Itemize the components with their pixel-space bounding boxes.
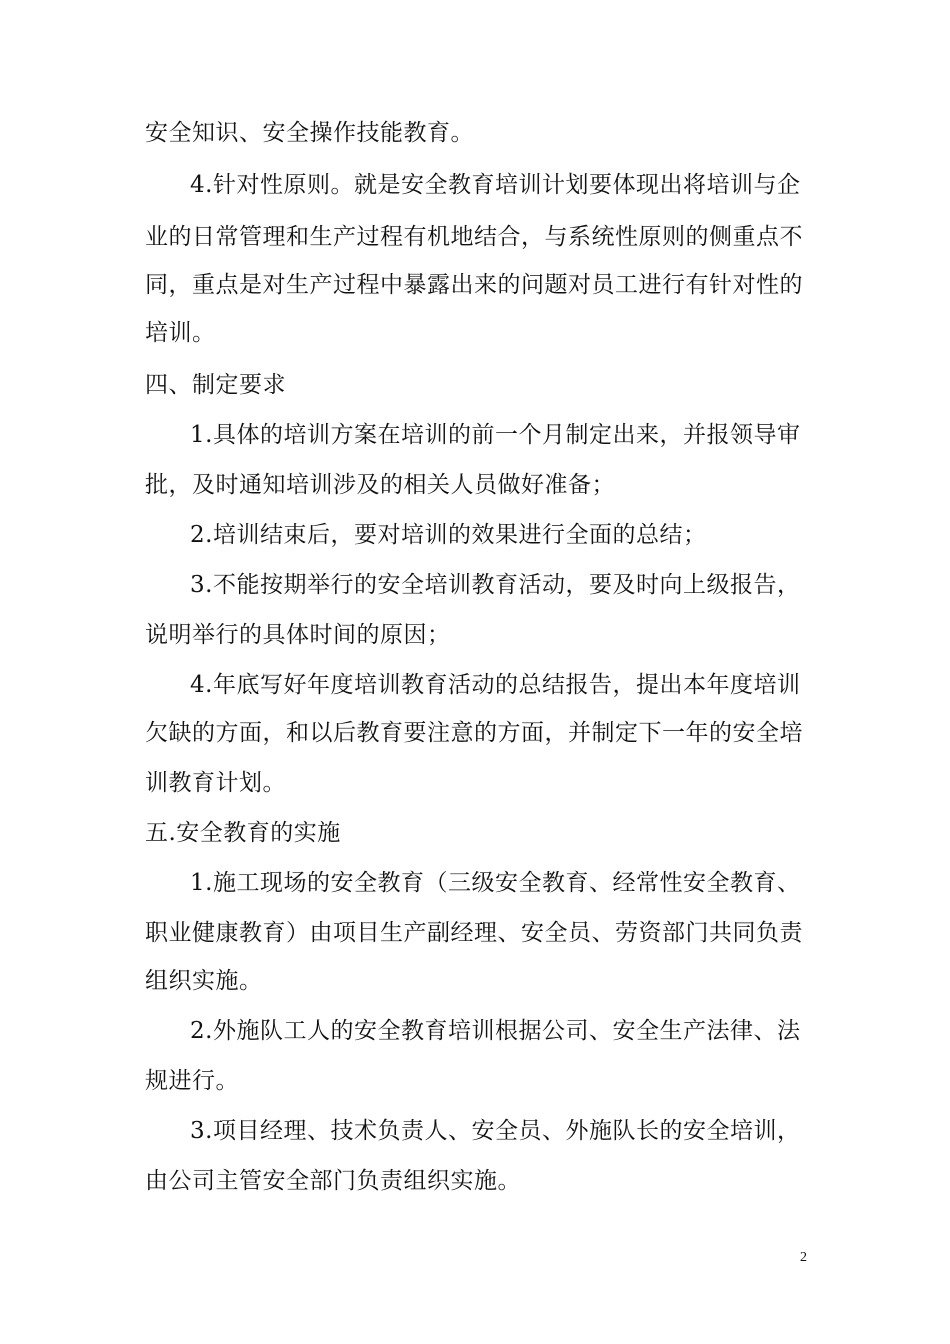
text-line: 职业健康教育）由项目生产副经理、安全员、劳资部门共同负责 [145,920,803,946]
text-line: 规进行。 [145,1068,239,1094]
section-heading: 四、制定要求 [145,372,286,398]
text-line: 同，重点是对生产过程中暴露出来的问题对员工进行有针对性的 [145,272,803,298]
text-line: 批，及时通知培训涉及的相关人员做好准备； [145,472,615,498]
text-line: 2.培训结束后，要对培训的效果进行全面的总结； [190,522,707,548]
text-line: 说明举行的具体时间的原因； [145,622,451,648]
text-line: 培训。 [145,320,216,346]
text-line: 4.年底写好年度培训教育活动的总结报告，提出本年度培训 [190,672,801,698]
text-line: 3.不能按期举行的安全培训教育活动，要及时向上级报告， [190,572,801,598]
page-number: 2 [800,1250,807,1265]
text-line: 3.项目经理、技术负责人、安全员、外施队长的安全培训， [190,1118,801,1144]
text-line: 由公司主管安全部门负责组织实施。 [145,1168,521,1194]
text-line: 1.施工现场的安全教育（三级安全教育、经常性安全教育、 [190,870,801,896]
text-line: 组织实施。 [145,968,263,994]
section-heading: 五.安全教育的实施 [145,820,341,846]
text-line: 安全知识、安全操作技能教育。 [145,120,474,146]
text-line: 训教育计划。 [145,770,286,796]
text-line: 2.外施队工人的安全教育培训根据公司、安全生产法律、法 [190,1018,801,1044]
text-line: 4.针对性原则。就是安全教育培训计划要体现出将培训与企 [190,172,801,198]
text-line: 业的日常管理和生产过程有机地结合，与系统性原则的侧重点不 [145,224,803,250]
text-line: 1.具体的培训方案在培训的前一个月制定出来，并报领导审 [190,422,801,448]
text-line: 欠缺的方面，和以后教育要注意的方面，并制定下一年的安全培 [145,720,803,746]
